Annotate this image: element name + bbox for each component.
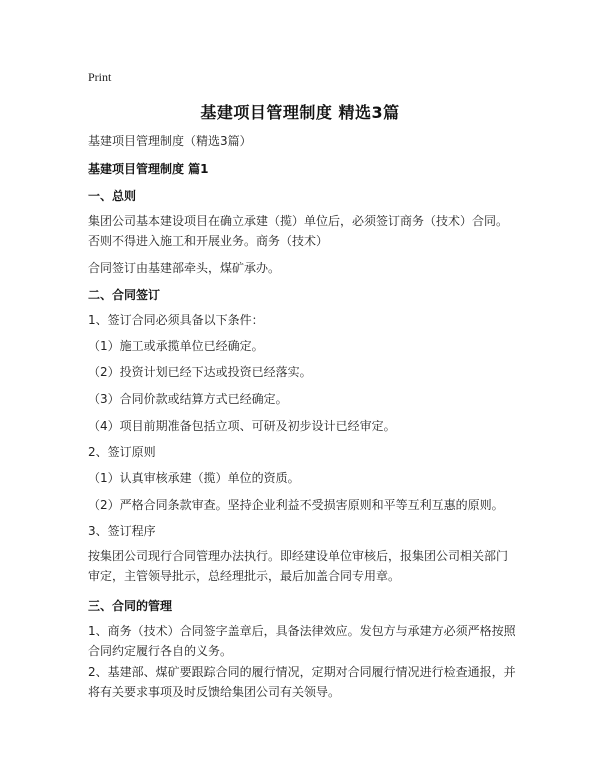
part3-heading: 三、合同的管理: [88, 599, 173, 613]
print-label: Print: [88, 70, 112, 84]
part2-item-1-sub-4: （4）项目前期准备包括立项、可研及初步设计已经审定。: [88, 419, 396, 433]
part1-heading: 一、总则: [88, 189, 137, 203]
part3-item-2: 2、基建部、煤矿要跟踪合同的履行情况，定期对合同履行情况进行检查通报，并将有关要求事项及时反馈给集团公司有关领导。: [88, 665, 516, 699]
part1-paragraph-2: 合同签订由基建部牵头，煤矿承办。: [88, 261, 281, 275]
part2-item-2-sub-1: （1）认真审核承建（揽）单位的资质。: [88, 471, 300, 485]
part2-item-3: 3、签订程序: [88, 524, 156, 538]
part2-item-1-sub-1: （1）施工或承揽单位已经确定。: [88, 339, 264, 353]
document-title: 基建项目管理制度 精选3篇: [200, 103, 400, 122]
part2-item-2-sub-2: （2）严格合同条款审查。坚持企业利益不受损害原则和平等互利互惠的原则。: [88, 498, 504, 512]
part1-paragraph-1: 集团公司基本建设项目在确立承建（揽）单位后，必须签订商务（技术）合同。否则不得进入施工和开展业务。商务（技术）: [88, 214, 509, 248]
part2-item-1-sub-2: （2）投资计划已经下达或投资已经落实。: [88, 365, 312, 379]
part2-item-1-sub-3: （3）合同价款或结算方式已经确定。: [88, 392, 288, 406]
part2-item-2: 2、签订原则: [88, 445, 156, 459]
section-heading: 基建项目管理制度 篇1: [88, 162, 209, 176]
part2-item-3-paragraph: 按集团公司现行合同管理办法执行。即经建设单位审核后，报集团公司相关部门审定，主管领导批示，总经理批示，最后加盖合同专用章。: [88, 549, 509, 583]
document-subtitle: 基建项目管理制度（精选3篇）: [88, 134, 252, 148]
part3-item-1: 1、商务（技术）合同签字盖章后，具备法律效应。发包方与承建方必须严格按照合同约定履行各自的义务。: [88, 624, 516, 658]
part2-item-1: 1、签订合同必须具备以下条件：: [88, 313, 264, 327]
part2-heading: 二、合同签订: [88, 288, 161, 302]
